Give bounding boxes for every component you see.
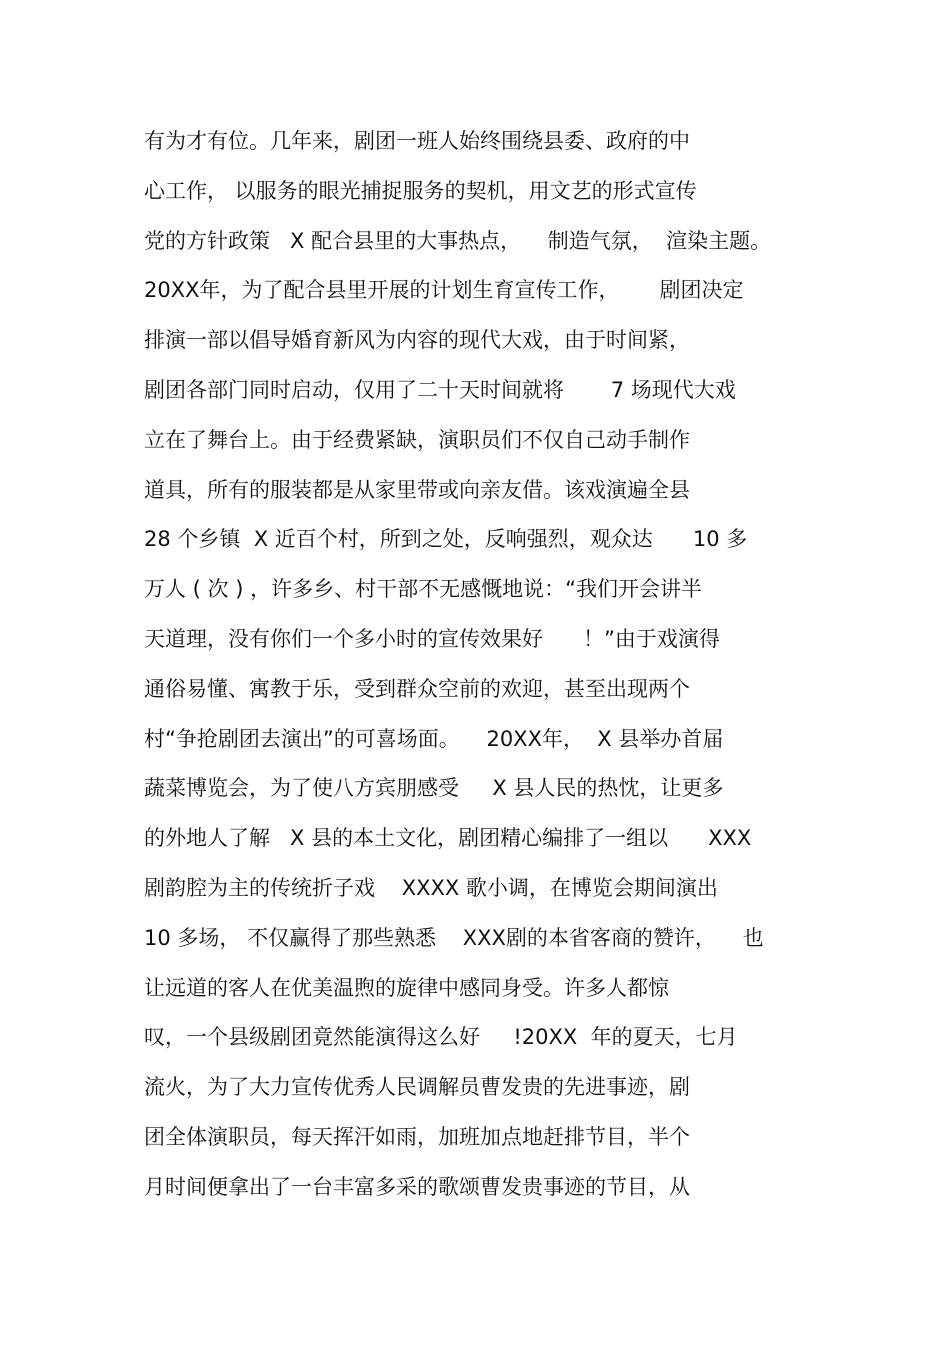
text-line: 的外地人了解 X 县的本土文化，剧团精心编排了一组以 XXX — [144, 826, 752, 851]
text-line: 通俗易懂、寓教于乐，受到群众空前的欢迎，甚至出现两个 — [144, 676, 690, 701]
text-line: 道具，所有的服装都是从家里带或向亲友借。该戏演遍全县 — [144, 477, 690, 502]
text-line: 万人 ( 次 ) ，许多乡、村干部不无感慨地说：“我们开会讲半 — [144, 577, 702, 602]
text-line: 天道理，没有你们一个多小时的宣传效果好 ！”由于戏演得 — [144, 626, 720, 651]
text-line: 叹，一个县级剧团竟然能演得这么好 !20XX 年的夏天，七月 — [144, 1025, 738, 1050]
text-line: 团全体演职员，每天挥汗如雨，加班加点地赶排节目，半个 — [144, 1124, 690, 1149]
text-line: 村“争抢剧团去演出”的可喜场面。 20XX年， X 县举办首届 — [144, 726, 724, 751]
text-line: 流火，为了大力宣传优秀人民调解员曹发贵的先进事迹，剧 — [144, 1075, 690, 1100]
text-line: 蔬菜博览会，为了使八方宾朋感受 X 县人民的热忱，让更多 — [144, 776, 724, 801]
text-line: 月时间便拿出了一台丰富多采的歌颂曹发贵事迹的节目，从 — [144, 1174, 690, 1199]
text-line: 20XX年，为了配合县里开展的计划生育宣传工作， 剧团决定 — [144, 278, 744, 303]
text-line: 党的方针政策 X 配合县里的大事热点， 制造气氛， 渲染主题。 — [144, 228, 772, 253]
text-line: 10 多场， 不仅赢得了那些熟悉 XXX剧的本省客商的赞许， 也 — [144, 925, 764, 950]
text-line: 剧韵腔为主的传统折子戏 XXXX 歌小调，在博览会期间演出 — [144, 875, 718, 900]
text-line: 排演一部以倡导婚育新风为内容的现代大戏，由于时间紧， — [144, 328, 690, 353]
body-text — [144, 121, 834, 1217]
text-line: 有为才有位。几年来，剧团一班人始终围绕县委、政府的中 — [144, 129, 690, 153]
text-line: 让远道的客人在优美温煦的旋律中感同身受。许多人都惊 — [144, 975, 669, 1000]
text-line: 心工作， 以服务的眼光捕捉服务的契机，用文艺的形式宣传 — [144, 178, 697, 203]
text-line: 28 个乡镇 X 近百个村，所到之处，反响强烈，观众达 10 多 — [144, 527, 748, 552]
text-line: 立在了舞台上。由于经费紧缺，演职员们不仅自己动手制作 — [144, 427, 690, 452]
text-line: 剧团各部门同时启动，仅用了二十天时间就将 7 场现代大戏 — [144, 377, 736, 402]
